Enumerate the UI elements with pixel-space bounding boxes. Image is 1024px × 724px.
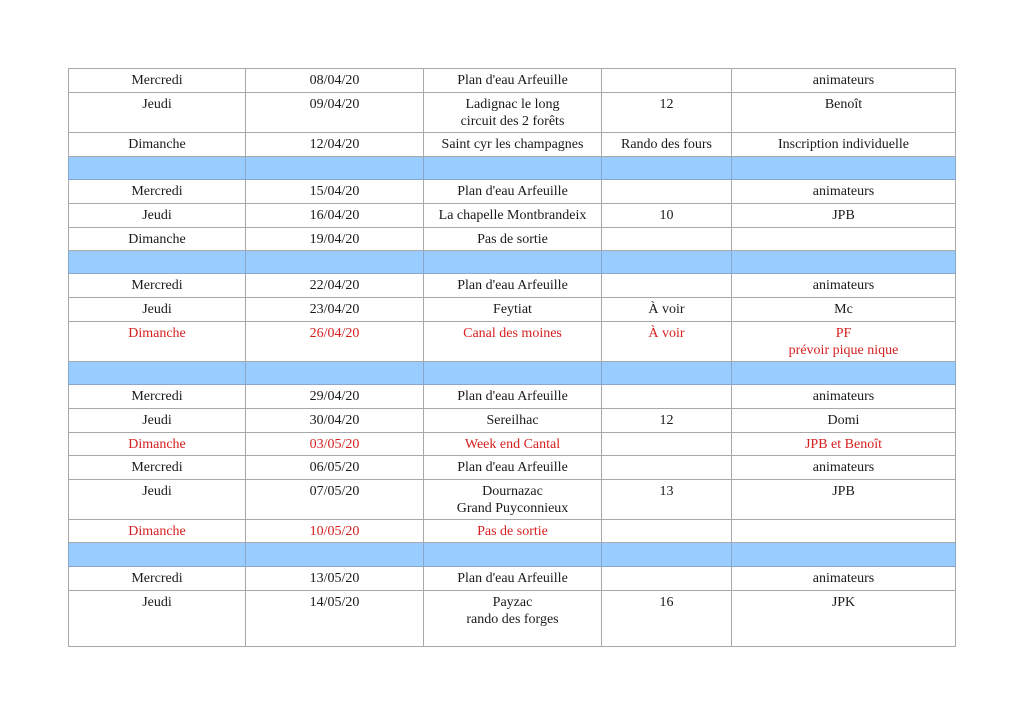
table-row [69,204,956,228]
table-row [69,480,956,520]
separator-cell [246,251,424,274]
location-cell: Dournazac Grand Puyconnieux [424,480,602,520]
leader-cell: JPK [732,591,956,647]
distance-cell [602,228,732,251]
distance-cell [602,456,732,480]
leader-cell: Mc [732,298,956,322]
leader-cell: PF prévoir pique nique [732,322,956,362]
distance-cell [602,520,732,543]
leader-cell: JPB [732,480,956,520]
distance-cell [602,433,732,456]
separator-cell [602,543,732,567]
separator-cell [246,543,424,567]
leader-cell: animateurs [732,69,956,93]
table-row [69,69,956,93]
separator-cell [69,362,246,385]
location-cell: Plan d'eau Arfeuille [424,385,602,409]
leader-cell [732,228,956,251]
location-cell: Canal des moines [424,322,602,362]
separator-cell [732,362,956,385]
day-cell: Mercredi [69,69,246,93]
location-cell: Saint cyr les champagnes [424,133,602,157]
table-row [69,93,956,133]
day-cell: Dimanche [69,133,246,157]
distance-cell: 10 [602,204,732,228]
separator-row [69,543,956,567]
table-row [69,322,956,362]
location-cell: Feytiat [424,298,602,322]
table-row [69,133,956,157]
location-cell: La chapelle Montbrandeix [424,204,602,228]
table-row [69,520,956,543]
table-row [69,409,956,433]
location-cell: Payzac rando des forges [424,591,602,647]
date-cell: 15/04/20 [246,180,424,204]
separator-cell [602,251,732,274]
distance-cell: 16 [602,591,732,647]
leader-cell: animateurs [732,180,956,204]
location-cell: Sereilhac [424,409,602,433]
day-cell: Jeudi [69,480,246,520]
date-cell: 23/04/20 [246,298,424,322]
separator-cell [424,157,602,180]
day-cell: Jeudi [69,409,246,433]
location-cell: Plan d'eau Arfeuille [424,180,602,204]
day-cell: Dimanche [69,433,246,456]
day-cell: Dimanche [69,322,246,362]
location-cell: Pas de sortie [424,228,602,251]
day-cell: Dimanche [69,228,246,251]
leader-cell: JPB et Benoît [732,433,956,456]
table-row [69,298,956,322]
table-row [69,228,956,251]
location-cell: Week end Cantal [424,433,602,456]
schedule-table-body [69,69,956,647]
separator-cell [732,251,956,274]
location-cell: Plan d'eau Arfeuille [424,69,602,93]
date-cell: 10/05/20 [246,520,424,543]
location-cell: Pas de sortie [424,520,602,543]
separator-cell [602,362,732,385]
day-cell: Mercredi [69,180,246,204]
location-cell: Ladignac le long circuit des 2 forêts [424,93,602,133]
date-cell: 09/04/20 [246,93,424,133]
distance-cell: 12 [602,409,732,433]
location-cell: Plan d'eau Arfeuille [424,567,602,591]
separator-row [69,251,956,274]
date-cell: 22/04/20 [246,274,424,298]
separator-cell [246,362,424,385]
distance-cell [602,385,732,409]
separator-cell [69,251,246,274]
date-cell: 13/05/20 [246,567,424,591]
date-cell: 03/05/20 [246,433,424,456]
day-cell: Mercredi [69,567,246,591]
table-row [69,567,956,591]
leader-cell: Benoît [732,93,956,133]
leader-cell [732,520,956,543]
table-row [69,385,956,409]
leader-cell: animateurs [732,567,956,591]
schedule-table [68,68,956,647]
separator-cell [732,543,956,567]
distance-cell: 13 [602,480,732,520]
date-cell: 19/04/20 [246,228,424,251]
table-row [69,591,956,647]
leader-cell: Domi [732,409,956,433]
distance-cell: À voir [602,322,732,362]
table-row [69,180,956,204]
table-row [69,274,956,298]
separator-cell [69,157,246,180]
distance-cell [602,274,732,298]
day-cell: Jeudi [69,591,246,647]
date-cell: 07/05/20 [246,480,424,520]
separator-row [69,157,956,180]
date-cell: 14/05/20 [246,591,424,647]
day-cell: Dimanche [69,520,246,543]
leader-cell: animateurs [732,274,956,298]
distance-cell: Rando des fours [602,133,732,157]
date-cell: 16/04/20 [246,204,424,228]
separator-cell [69,543,246,567]
date-cell: 30/04/20 [246,409,424,433]
day-cell: Mercredi [69,385,246,409]
date-cell: 12/04/20 [246,133,424,157]
separator-cell [424,251,602,274]
distance-cell [602,180,732,204]
date-cell: 08/04/20 [246,69,424,93]
day-cell: Jeudi [69,298,246,322]
date-cell: 29/04/20 [246,385,424,409]
day-cell: Jeudi [69,204,246,228]
location-cell: Plan d'eau Arfeuille [424,274,602,298]
distance-cell [602,69,732,93]
separator-cell [424,543,602,567]
separator-cell [602,157,732,180]
leader-cell: Inscription individuelle [732,133,956,157]
separator-cell [246,157,424,180]
separator-cell [732,157,956,180]
table-row [69,433,956,456]
leader-cell: animateurs [732,385,956,409]
distance-cell: À voir [602,298,732,322]
leader-cell: animateurs [732,456,956,480]
date-cell: 26/04/20 [246,322,424,362]
distance-cell: 12 [602,93,732,133]
day-cell: Jeudi [69,93,246,133]
leader-cell: JPB [732,204,956,228]
day-cell: Mercredi [69,274,246,298]
separator-row [69,362,956,385]
separator-cell [424,362,602,385]
distance-cell [602,567,732,591]
day-cell: Mercredi [69,456,246,480]
location-cell: Plan d'eau Arfeuille [424,456,602,480]
table-row [69,456,956,480]
date-cell: 06/05/20 [246,456,424,480]
